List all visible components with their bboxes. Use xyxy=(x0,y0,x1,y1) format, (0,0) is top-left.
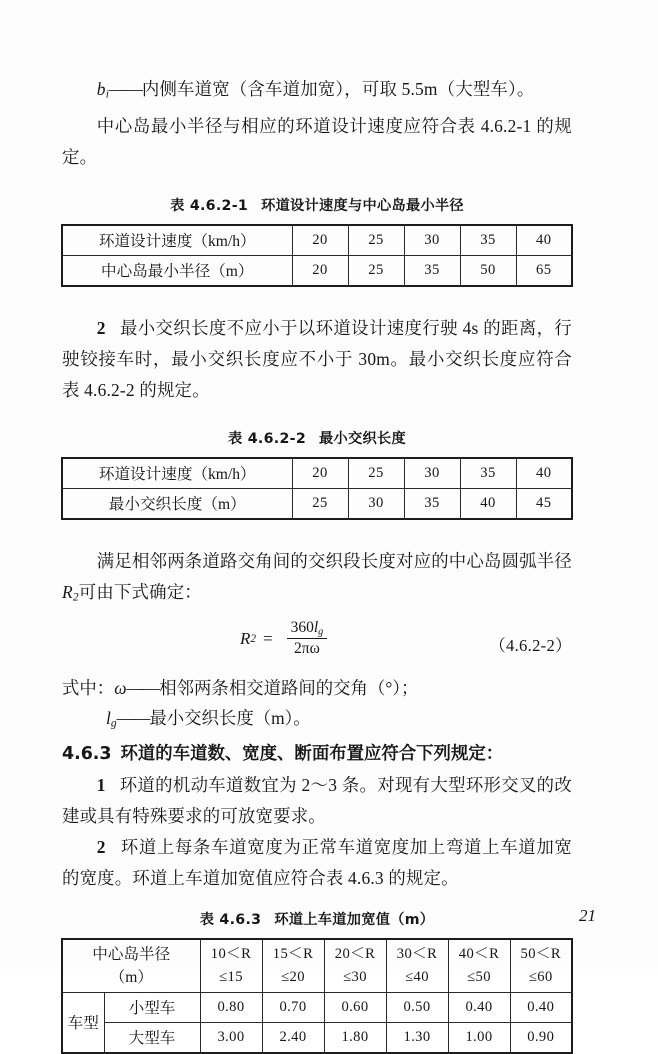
cell-value: 35 xyxy=(460,225,516,256)
fraction xyxy=(287,619,328,658)
formula-arc-radius xyxy=(240,619,327,658)
cell-value: 30 xyxy=(348,488,404,519)
group-label-vehicle-type: 车型 xyxy=(62,992,104,1053)
header-label-line1: 中心岛半径 xyxy=(92,945,171,963)
section-heading-463 xyxy=(62,739,572,770)
cell-value: 1.00 xyxy=(448,1022,510,1053)
cell-value: 35 xyxy=(404,488,460,519)
range-bottom: ≤50 xyxy=(467,968,491,985)
item-marker: 2 xyxy=(96,317,106,338)
cell-value: 30 xyxy=(404,458,460,489)
table-row xyxy=(62,1022,572,1053)
range-top: 15＜R xyxy=(272,945,314,962)
table-1-caption-prefix: 表 4.6.2-1 xyxy=(170,197,249,214)
symbol-R-subscript: 2 xyxy=(72,591,79,604)
section-number: 4.6.3 xyxy=(62,743,112,764)
row-label: 环道设计速度（km/h） xyxy=(62,458,292,489)
symbol-b-subscript: i xyxy=(105,88,110,101)
column-range-header xyxy=(324,939,386,993)
arc-radius-text-after: 可由下式确定： xyxy=(78,581,202,602)
header-center-island-radius xyxy=(62,939,200,993)
range-bottom: ≤15 xyxy=(219,968,243,985)
para-center-island-radius: 中心岛最小半径与相应的环道设计速度应符合表 4.6.2-1 的规定。 xyxy=(62,115,572,167)
em-dash: —— xyxy=(109,79,142,99)
column-range-header xyxy=(386,939,448,993)
cell-value: 20 xyxy=(292,255,348,286)
table-lane-widening-values xyxy=(61,938,573,1054)
row-label: 小型车 xyxy=(104,992,200,1022)
column-range-header xyxy=(262,939,324,993)
table-1-caption xyxy=(62,195,572,215)
table-row xyxy=(62,992,572,1022)
symbol-lg-subscript: g xyxy=(110,717,117,730)
where-clause-lg xyxy=(62,703,572,739)
item-marker: 2 xyxy=(96,836,106,857)
row-label: 中心岛最小半径（m） xyxy=(62,255,292,286)
definition-line xyxy=(62,74,572,111)
equals-sign: = xyxy=(263,628,273,648)
cell-value: 40 xyxy=(460,488,516,519)
table-3-caption-prefix: 表 4.6.3 xyxy=(199,911,262,928)
cell-value: 25 xyxy=(292,488,348,519)
numerator-number: 360 xyxy=(290,619,314,637)
symbol-b: b xyxy=(96,79,106,99)
arc-radius-text-before: 满足相邻两条道路交角间的交织段长度对应的中心岛圆弧半径 xyxy=(96,550,572,571)
row-label: 大型车 xyxy=(104,1022,200,1053)
range-bottom: ≤60 xyxy=(528,968,553,985)
para-item-1-lanes xyxy=(62,770,572,832)
formula-lhs: R xyxy=(240,628,251,648)
para-arc-radius xyxy=(62,546,572,614)
section-title: 环道的车道数、宽度、断面布置应符合下列规定： xyxy=(120,743,504,764)
symbol-omega: ω xyxy=(114,678,127,699)
cell-value: 50 xyxy=(460,255,516,286)
cell-value: 1.30 xyxy=(386,1022,448,1053)
column-range-header xyxy=(200,939,262,993)
numerator-variable: l xyxy=(313,619,319,637)
table-row xyxy=(62,225,572,256)
item-text: 环道上每条车道宽度为正常车道宽度加上弯道上车道加宽的宽度。环道上车道加宽值应符合表 4.6.3 的规定。 xyxy=(62,836,572,888)
row-label: 环道设计速度（km/h） xyxy=(62,225,292,256)
table-3-caption-title: 环道上车道加宽值（m） xyxy=(274,911,435,928)
symbol-R: R xyxy=(62,581,73,602)
item-marker: 1 xyxy=(96,774,106,795)
cell-value: 0.60 xyxy=(324,992,386,1022)
column-range-header xyxy=(510,939,572,993)
cell-value: 40 xyxy=(516,225,572,256)
para-item-2-widening xyxy=(62,832,572,894)
range-top: 20＜R xyxy=(334,945,376,962)
definition-text: 内侧车道宽（含车道加宽），可取 5.5m（大型车）。 xyxy=(141,79,535,99)
cell-value: 0.40 xyxy=(510,992,572,1022)
em-dash: —— xyxy=(116,708,150,729)
range-top: 50＜R xyxy=(520,945,562,962)
table-3-caption xyxy=(62,909,572,929)
range-top: 10＜R xyxy=(210,945,252,962)
item-text: 环道的机动车道数宜为 2～3 条。对现有大型环形交叉的改建或具有特殊要求的可放宽要求。 xyxy=(62,774,572,826)
cell-value: 0.90 xyxy=(510,1022,572,1053)
cell-value: 25 xyxy=(348,225,404,256)
para-item-2-weaving xyxy=(62,313,572,406)
range-top: 40＜R xyxy=(458,945,500,962)
table-2-caption-title: 最小交织长度 xyxy=(319,430,406,447)
cell-value: 0.40 xyxy=(448,992,510,1022)
cell-value: 40 xyxy=(516,458,572,489)
equation-number: （4.6.2-2） xyxy=(489,636,572,656)
formula-row xyxy=(62,619,572,671)
item-text: 最小交织长度不应小于以环道设计速度行驶 4s 的距离，行驶铰接车时，最小交织长度应不小于 30m。最小交织长度应符合表 4.6.2-2 的规定。 xyxy=(62,317,572,400)
table-2-caption-prefix: 表 4.6.2-2 xyxy=(228,430,307,447)
em-dash: —— xyxy=(126,678,160,699)
table-2-caption xyxy=(62,428,572,448)
fraction-denominator: 2πω xyxy=(294,640,320,658)
cell-value: 2.40 xyxy=(262,1022,324,1053)
cell-value: 0.70 xyxy=(262,992,324,1022)
page-content xyxy=(62,74,572,1054)
cell-value: 25 xyxy=(348,255,404,286)
table-row xyxy=(62,255,572,286)
cell-value: 0.80 xyxy=(200,992,262,1022)
where-lead: 式中： xyxy=(62,678,115,699)
table-header-row xyxy=(62,939,572,993)
range-bottom: ≤30 xyxy=(343,968,367,985)
cell-value: 1.80 xyxy=(324,1022,386,1053)
range-bottom: ≤40 xyxy=(405,968,429,985)
cell-value: 45 xyxy=(516,488,572,519)
fraction-numerator xyxy=(287,619,328,639)
page-number: 21 xyxy=(579,906,596,925)
range-top: 30＜R xyxy=(396,945,438,962)
table-row xyxy=(62,458,572,489)
lg-definition: 最小交织长度（m）。 xyxy=(149,708,311,729)
cell-value: 20 xyxy=(292,225,348,256)
cell-value: 3.00 xyxy=(200,1022,262,1053)
cell-value: 35 xyxy=(460,458,516,489)
symbol-lg: l xyxy=(106,708,111,729)
table-design-speed-min-radius xyxy=(61,224,573,287)
cell-value: 35 xyxy=(404,255,460,286)
omega-definition: 相邻两条相交道路间的交角（°）； xyxy=(159,678,419,699)
cell-value: 65 xyxy=(516,255,572,286)
cell-value: 30 xyxy=(404,225,460,256)
cell-value: 25 xyxy=(348,458,404,489)
row-label: 最小交织长度（m） xyxy=(62,488,292,519)
header-label-line2: （m） xyxy=(109,968,153,986)
table-row xyxy=(62,488,572,519)
formula-lhs-subscript: 2 xyxy=(250,632,256,645)
cell-value: 0.50 xyxy=(386,992,448,1022)
numerator-variable-subscript: g xyxy=(318,626,324,638)
where-clause-omega xyxy=(62,673,572,703)
cell-value: 20 xyxy=(292,458,348,489)
table-min-weaving-length xyxy=(61,457,573,520)
column-range-header xyxy=(448,939,510,993)
range-bottom: ≤20 xyxy=(281,968,305,985)
table-1-caption-title: 环道设计速度与中心岛最小半径 xyxy=(261,197,464,214)
